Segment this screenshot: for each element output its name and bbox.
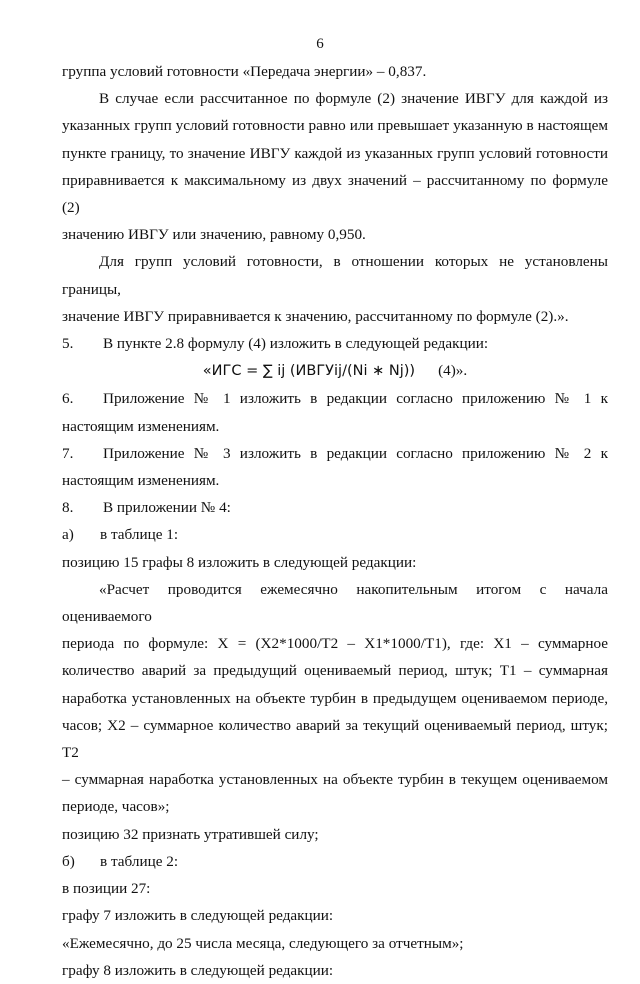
text-line: указанных групп условий готовности равно или превышает указанную в настоящем: [62, 117, 608, 135]
text-line: В случае если рассчитанное по формуле (2) значение ИВГУ для каждой из: [99, 90, 608, 108]
text-line: наработка установленных на объекте турбин в предыдущем оцениваемом периоде,: [62, 689, 608, 707]
text-line: настоящим изменениям.: [62, 417, 220, 435]
text-line: периода по формуле: X = (X2*1000/T2 – X1*1000/T1), где: X1 – суммарное: [62, 635, 608, 653]
text-line: в таблице 2:: [100, 852, 179, 870]
text-line: значение ИВГУ приравнивается к значению, рассчитанному по формуле (2).».: [62, 307, 569, 325]
text-line: позицию 32 признать утратившей силу;: [62, 825, 319, 843]
item-letter: б): [62, 852, 75, 870]
numbered-item-8: [62, 494, 608, 521]
text-line: позицию 15 графы 8 изложить в следующей редакции:: [62, 553, 417, 571]
item-number: 8.: [62, 499, 74, 517]
text-line: приравнивается к максимальному из двух значений – рассчитанному по формуле (2): [62, 171, 608, 217]
text-line: Для групп условий готовности, в отношении которых не установлены границы,: [62, 253, 608, 298]
formula-expression: «ИГС = ∑ ij (ИВГУij/(Ni ∗ Nj)): [202, 363, 416, 380]
item-number: 7.: [62, 444, 74, 462]
text-line: графу 7 изложить в следующей редакции:: [62, 907, 334, 925]
text-line: – суммарная наработка установленных на объекте турбин в текущем оцениваемом: [62, 771, 608, 789]
text-line: группа условий готовности «Передача энергии» – 0,837.: [62, 63, 427, 80]
item-number: 5.: [62, 335, 74, 353]
text-line: Приложение № 3 изложить в редакции согласно приложению № 2 к: [103, 444, 608, 462]
formula: [62, 357, 608, 385]
text-line: настоящим изменениям.: [62, 472, 220, 490]
text-line: В приложении № 4:: [103, 499, 231, 517]
item-number: 6.: [62, 390, 74, 408]
text-line: периоде, часов»;: [62, 798, 170, 816]
numbered-item-6: [62, 385, 608, 412]
text-line: значению ИВГУ или значению, равному 0,950.: [62, 226, 366, 244]
text-line: часов; X2 – суммарное количество аварий за текущий оцениваемый период, штук; T2: [62, 716, 608, 762]
text-line: в позиции 27:: [62, 880, 151, 898]
document-body: [62, 58, 608, 984]
text-line: в таблице 1:: [100, 526, 179, 544]
numbered-item-5: [62, 330, 608, 357]
text-line: Приложение № 1 изложить в редакции согласно приложению № 1 к: [103, 390, 608, 408]
text-line: «Ежемесячно, до 25 числа месяца, следующего за отчетным»;: [62, 934, 464, 952]
text-line: количество аварий за предыдущий оцениваемый период, штук; T1 – суммарная: [62, 662, 608, 680]
sub-item-a: [62, 521, 608, 548]
text-line: «Расчет проводится ежемесячно накопительным итогом с начала оцениваемого: [62, 580, 608, 626]
formula-number: (4)».: [438, 362, 468, 380]
numbered-item-7: [62, 440, 608, 467]
sub-item-b: [62, 848, 608, 875]
page-number: 6: [316, 36, 324, 52]
text-line: В пункте 2.8 формулу (4) изложить в следующей редакции:: [103, 335, 489, 353]
item-letter: а): [62, 526, 74, 544]
text-line: пункте границу, то значение ИВГУ каждой из указанных групп условий готовности: [62, 144, 608, 162]
text-line: графу 8 изложить в следующей редакции:: [62, 961, 334, 979]
